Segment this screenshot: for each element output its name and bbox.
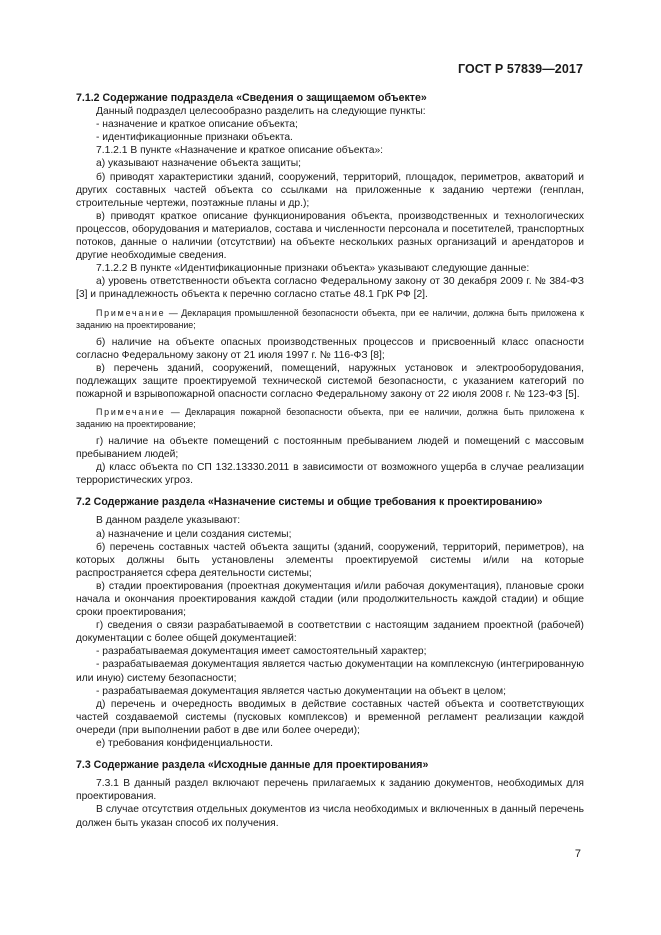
list-item: б) наличие на объекте опасных производственных процессов и присвоенный класс опасности согласно Федеральному закону от 21 июля 1997 г. № 116-ФЗ [8]; xyxy=(76,336,584,361)
note xyxy=(76,406,584,430)
paragraph: 7.1.2.2 В пункте «Идентификационные признаки объекта» указывают следующие данные: xyxy=(96,263,530,275)
note-label: Примечание xyxy=(96,406,166,417)
note xyxy=(76,307,584,331)
note-text: — Декларация промышленной безопасности объекта, при ее наличии, должна быть приложена к заданию на проектирование; xyxy=(76,307,584,330)
list-item: - идентификационные признаки объекта. xyxy=(96,132,293,144)
section-heading-7-1-2: 7.1.2 Содержание подраздела «Сведения о защищаемом объекте» xyxy=(76,92,427,104)
note-text: — Декларация пожарной безопасности объекта, при ее наличии, должна быть приложена к заданию на проектирование; xyxy=(76,406,584,429)
list-item: д) класс объекта по СП 132.13330.2011 в зависимости от возможного ущерба в случае реализации террористических угроз. xyxy=(76,462,584,487)
list-item: б) перечень составных частей объекта защиты (зданий, сооружений, территорий, периметров), на которых должны быть установлены элементы проектируемой системы и/или на которые распространяется сфера деятельности системы; xyxy=(76,541,584,579)
paragraph: Данный подраздел целесообразно разделить на следующие пункты: xyxy=(96,106,426,118)
list-item: в) стадии проектирования (проектная документация и/или рабочая документация), плановые сроки начала и окончания проектирования каждой стадии (или продолжительность каждой стадии) и общие сроки проектирования; xyxy=(76,580,584,619)
paragraph: 7.3.1 В данный раздел включают перечень прилагаемых к заданию документов, необходимых для проектирования. xyxy=(76,778,584,803)
page-number: 7 xyxy=(574,848,581,860)
list-item: а) назначение и цели создания системы; xyxy=(96,528,292,540)
document-body xyxy=(76,92,584,830)
paragraph: 7.1.2.1 В пункте «Назначение и краткое описание объекта»: xyxy=(96,145,384,157)
list-item: е) требования конфиденциальности. xyxy=(96,738,273,750)
section-heading-7-3: 7.3 Содержание раздела «Исходные данные для проектирования» xyxy=(76,759,429,772)
list-item: г) наличие на объекте помещений с постоянным пребыванием людей и помещений с массовым пребыванием людей; xyxy=(76,435,584,461)
list-item: - разрабатываемая документация является частью документации на объект в целом; xyxy=(96,685,506,697)
list-item: в) перечень зданий, сооружений, помещений, наружных установок и электрооборудования, подлежащих защите проектируемой технической системой безопасности, с указанием категорий по пожарной и взрывопожарной опасности согласно Федеральному закону от 22 июля 2008 г. № 123-ФЗ [5]. xyxy=(76,362,584,400)
list-item: б) приводят характеристики зданий, сооружений, территорий, площадок, периметров, акваторий и других составных частей объекта со ссылками на приложенные к заданию чертежи (генплан, строительные чертежи, поэтажные планы и др.); xyxy=(76,171,584,209)
section-heading-7-2: 7.2 Содержание раздела «Назначение системы и общие требования к проектированию» xyxy=(76,496,543,509)
paragraph: В случае отсутствия отдельных документов из числа необходимых и включенных в данный перечень должен быть указан способ их получения. xyxy=(76,804,584,829)
list-item: - назначение и краткое описание объекта; xyxy=(96,119,298,131)
note-label: Примечание xyxy=(96,307,166,318)
list-item: д) перечень и очередность вводимых в действие составных частей объекта и соответствующих частей создаваемой системы (пусковых комплексов) и временной регламент реализации каждой очереди (при выполнении работ в две или более очереди); xyxy=(76,698,584,736)
list-item: в) приводят краткое описание функционирования объекта, производственных и технологических процессов, оборудования и материалов, состава и численности персонала и посетителей, транспортных потоков, данные о наличии (отсутствии) на объекте нескольких разных организаций и арендаторов и другие необходимые сведения. xyxy=(76,210,584,262)
list-item: г) сведения о связи разрабатываемой в соответствии с настоящим заданием проектной (рабочей) документации с более общей документацией: xyxy=(76,620,584,645)
list-item: - разрабатываемая документация имеет самостоятельный характер; xyxy=(96,646,427,658)
document-code: ГОСТ Р 57839—2017 xyxy=(457,62,583,76)
list-item: - разрабатываемая документация является частью документации на комплексную (интегрированную или иную) систему безопасности; xyxy=(76,659,584,684)
list-item: а) уровень ответственности объекта согласно Федеральному закону от 30 декабря 2009 г. № 384-ФЗ [3] и принадлежность объекта к перечню согласно статье 48.1 ГрК РФ [2]. xyxy=(76,276,584,301)
list-item: а) указывают назначение объекта защиты; xyxy=(96,158,302,170)
paragraph: В данном разделе указывают: xyxy=(96,515,241,527)
